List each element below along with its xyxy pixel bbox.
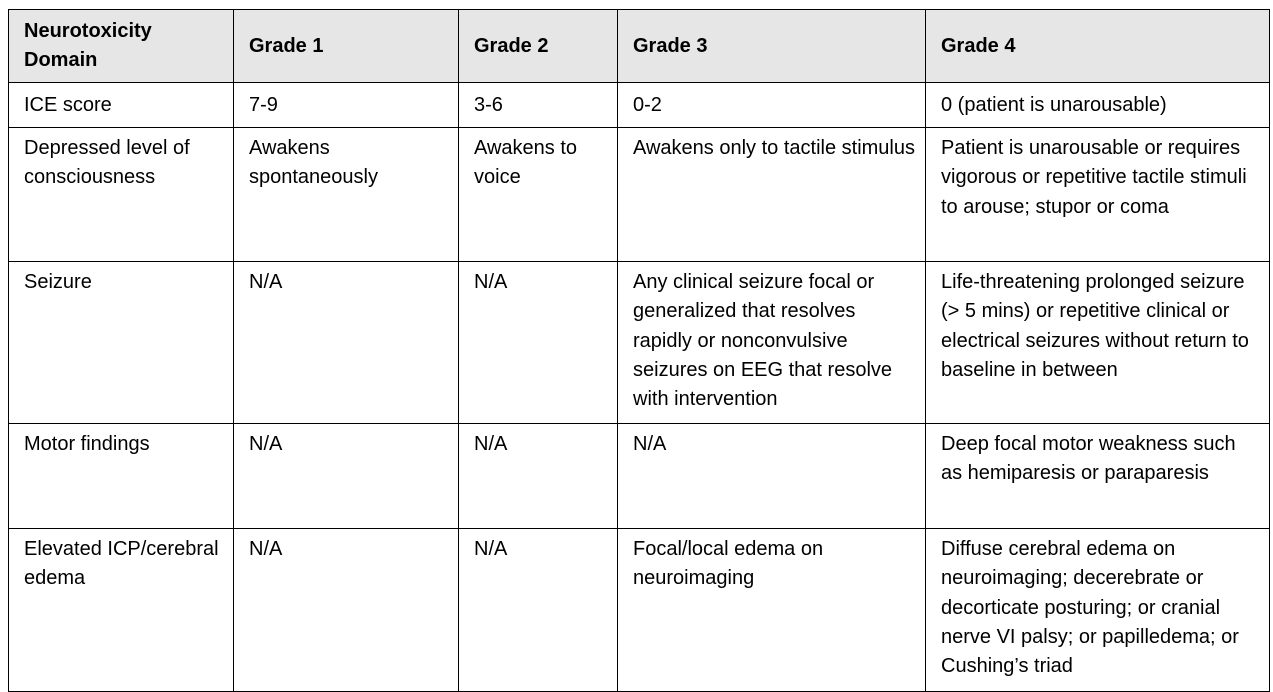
header-domain: Neurotoxicity Domain <box>9 10 234 83</box>
cell-grade-2: N/A <box>459 262 618 424</box>
cell-domain: Elevated ICP/cerebral edema <box>9 529 234 692</box>
header-row <box>9 10 1270 83</box>
cell-grade-1: N/A <box>234 424 459 529</box>
table-body <box>9 83 1270 692</box>
table-row-elevated-icp <box>9 529 1270 692</box>
cell-grade-3: Focal/local edema on neuroimaging <box>618 529 926 692</box>
cell-grade-3: N/A <box>618 424 926 529</box>
cell-grade-2: N/A <box>459 529 618 692</box>
cell-grade-1: Awakens spontaneously <box>234 128 459 262</box>
cell-domain: Seizure <box>9 262 234 424</box>
table-row-seizure <box>9 262 1270 424</box>
header-grade-2: Grade 2 <box>459 10 618 83</box>
cell-domain: Depressed level of consciousness <box>9 128 234 262</box>
neurotoxicity-grading-table <box>8 9 1270 692</box>
table-header <box>9 10 1270 83</box>
cell-grade-2: N/A <box>459 424 618 529</box>
cell-domain: Motor findings <box>9 424 234 529</box>
cell-grade-3: Awakens only to tactile stimulus <box>618 128 926 262</box>
cell-grade-4: 0 (patient is unarousable) <box>926 83 1270 128</box>
cell-grade-4: Deep focal motor weakness such as hemiparesis or paraparesis <box>926 424 1270 529</box>
table-row-motor-findings <box>9 424 1270 529</box>
neurotoxicity-grading-table-container <box>8 9 1270 692</box>
cell-grade-4: Life-threatening prolonged seizure (> 5 mins) or repetitive clinical or electrical seizures without return to baseline in between <box>926 262 1270 424</box>
header-grade-3: Grade 3 <box>618 10 926 83</box>
cell-grade-2: Awakens to voice <box>459 128 618 262</box>
header-grade-4: Grade 4 <box>926 10 1270 83</box>
cell-grade-3: 0-2 <box>618 83 926 128</box>
table-row-consciousness <box>9 128 1270 262</box>
cell-grade-1: N/A <box>234 529 459 692</box>
table-row-ice-score <box>9 83 1270 128</box>
cell-grade-3: Any clinical seizure focal or generalized that resolves rapidly or nonconvulsive seizures on EEG that resolve with intervention <box>618 262 926 424</box>
cell-grade-1: N/A <box>234 262 459 424</box>
cell-grade-4: Patient is unarousable or requires vigorous or repetitive tactile stimuli to arouse; stupor or coma <box>926 128 1270 262</box>
cell-grade-2: 3-6 <box>459 83 618 128</box>
header-grade-1: Grade 1 <box>234 10 459 83</box>
cell-grade-4: Diffuse cerebral edema on neuroimaging; decerebrate or decorticate posturing; or cranial nerve VI palsy; or papilledema; or Cushing’s triad <box>926 529 1270 692</box>
cell-domain: ICE score <box>9 83 234 128</box>
cell-grade-1: 7-9 <box>234 83 459 128</box>
